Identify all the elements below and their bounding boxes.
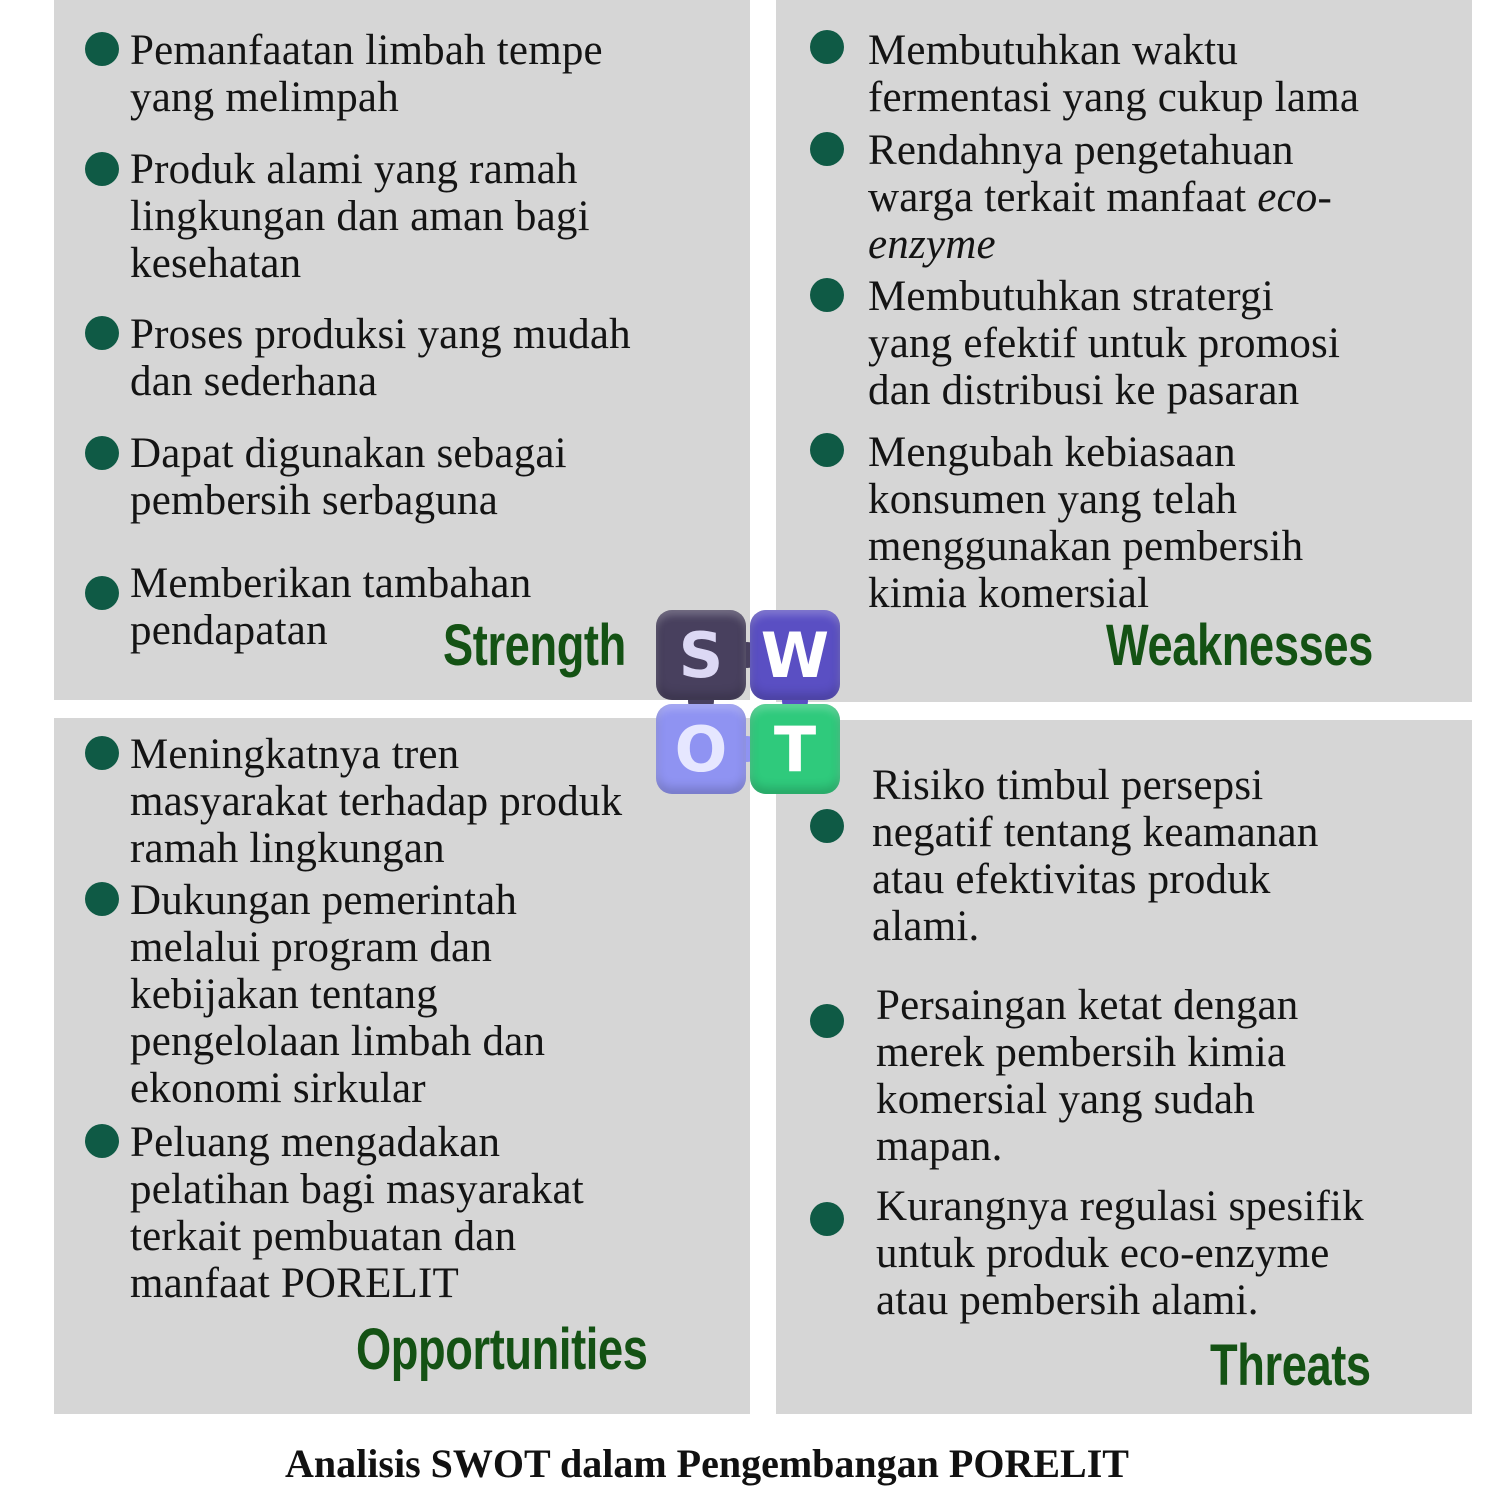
item-text-italic: eco- xyxy=(1257,174,1333,221)
item-line: kesehatan xyxy=(130,240,302,287)
item-line: Dapat digunakan sebagai xyxy=(130,430,567,477)
item-line: pelatihan bagi masyarakat xyxy=(130,1166,584,1213)
bullet-icon xyxy=(810,1202,844,1236)
strength-heading: Strength xyxy=(443,613,626,678)
bullet-icon xyxy=(85,882,119,916)
item-line: Dukungan pemerintah xyxy=(130,877,518,924)
item-line: Peluang mengadakan xyxy=(130,1119,501,1166)
item-line: ramah lingkungan xyxy=(130,825,445,872)
bullet-icon xyxy=(85,576,119,610)
opportunities-heading: Opportunities xyxy=(356,1317,648,1382)
item-line: alami. xyxy=(872,903,980,950)
item-line: yang melimpah xyxy=(130,74,399,121)
item-line: melalui program dan xyxy=(130,924,493,971)
item-line: Membutuhkan waktu xyxy=(868,27,1239,74)
bullet-icon xyxy=(85,1124,119,1158)
logo-piece-s: S xyxy=(656,610,746,700)
bullet-icon xyxy=(85,436,119,470)
item-line: kimia komersial xyxy=(868,570,1150,617)
item-line: Pemanfaatan limbah tempe xyxy=(130,27,603,74)
item-line: merek pembersih kimia xyxy=(876,1029,1287,1076)
item-line: terkait pembuatan dan xyxy=(130,1213,517,1260)
item-line: pengelolaan limbah dan xyxy=(130,1018,546,1065)
bullet-icon xyxy=(810,132,844,166)
item-line: pendapatan xyxy=(130,607,328,654)
item-line: Produk alami yang ramah xyxy=(130,146,578,193)
item-line: Memberikan tambahan xyxy=(130,560,532,607)
bullet-icon xyxy=(85,152,119,186)
item-line: untuk produk eco-enzyme xyxy=(876,1230,1330,1277)
item-line: pembersih serbaguna xyxy=(130,477,498,524)
weaknesses-heading: Weaknesses xyxy=(1106,613,1373,678)
item-line: atau efektivitas produk xyxy=(872,856,1271,903)
item-line: manfaat PORELIT xyxy=(130,1260,459,1307)
item-line: yang efektif untuk promosi xyxy=(868,320,1341,367)
bullet-icon xyxy=(810,809,844,843)
item-line: Membutuhkan stratergi xyxy=(868,273,1274,320)
swot-logo xyxy=(652,606,848,802)
item-line: atau pembersih alami. xyxy=(876,1277,1259,1324)
bullet-icon xyxy=(810,278,844,312)
bullet-icon xyxy=(810,30,844,64)
logo-piece-o: O xyxy=(656,704,746,794)
item-line: negatif tentang keamanan xyxy=(872,809,1319,856)
item-line: Risiko timbul persepsi xyxy=(872,762,1264,809)
bullet-icon xyxy=(810,1004,844,1038)
item-line: konsumen yang telah xyxy=(868,476,1238,523)
bullet-icon xyxy=(810,433,844,467)
item-line: Kurangnya regulasi spesifik xyxy=(876,1183,1364,1230)
item-line: masyarakat terhadap produk xyxy=(130,778,623,825)
item-line: Meningkatnya tren xyxy=(130,731,460,778)
item-line: Rendahnya pengetahuan xyxy=(868,127,1294,174)
item-line: Mengubah kebiasaan xyxy=(868,429,1236,476)
item-line: menggunakan pembersih xyxy=(868,523,1304,570)
logo-piece-t: T xyxy=(750,704,840,794)
item-line: dan sederhana xyxy=(130,358,378,405)
item-text: warga terkait manfaat xyxy=(868,174,1258,221)
bullet-icon xyxy=(85,316,119,350)
item-line: ekonomi sirkular xyxy=(130,1065,426,1112)
bullet-icon xyxy=(85,32,119,66)
bullet-icon xyxy=(85,736,119,770)
item-line: Proses produksi yang mudah xyxy=(130,311,631,358)
logo-piece-w: W xyxy=(750,610,840,700)
item-line: lingkungan dan aman bagi xyxy=(130,193,590,240)
threats-heading: Threats xyxy=(1210,1333,1371,1398)
figure-caption: Analisis SWOT dalam Pengembangan PORELIT xyxy=(285,1441,1129,1486)
item-line: Persaingan ketat dengan xyxy=(876,982,1299,1029)
item-line: fermentasi yang cukup lama xyxy=(868,74,1360,121)
item-line: mapan. xyxy=(876,1123,1003,1170)
item-line: komersial yang sudah xyxy=(876,1076,1255,1123)
item-line: enzyme xyxy=(868,221,996,268)
item-line: kebijakan tentang xyxy=(130,971,438,1018)
item-line: dan distribusi ke pasaran xyxy=(868,367,1300,414)
item-line xyxy=(868,174,1332,221)
